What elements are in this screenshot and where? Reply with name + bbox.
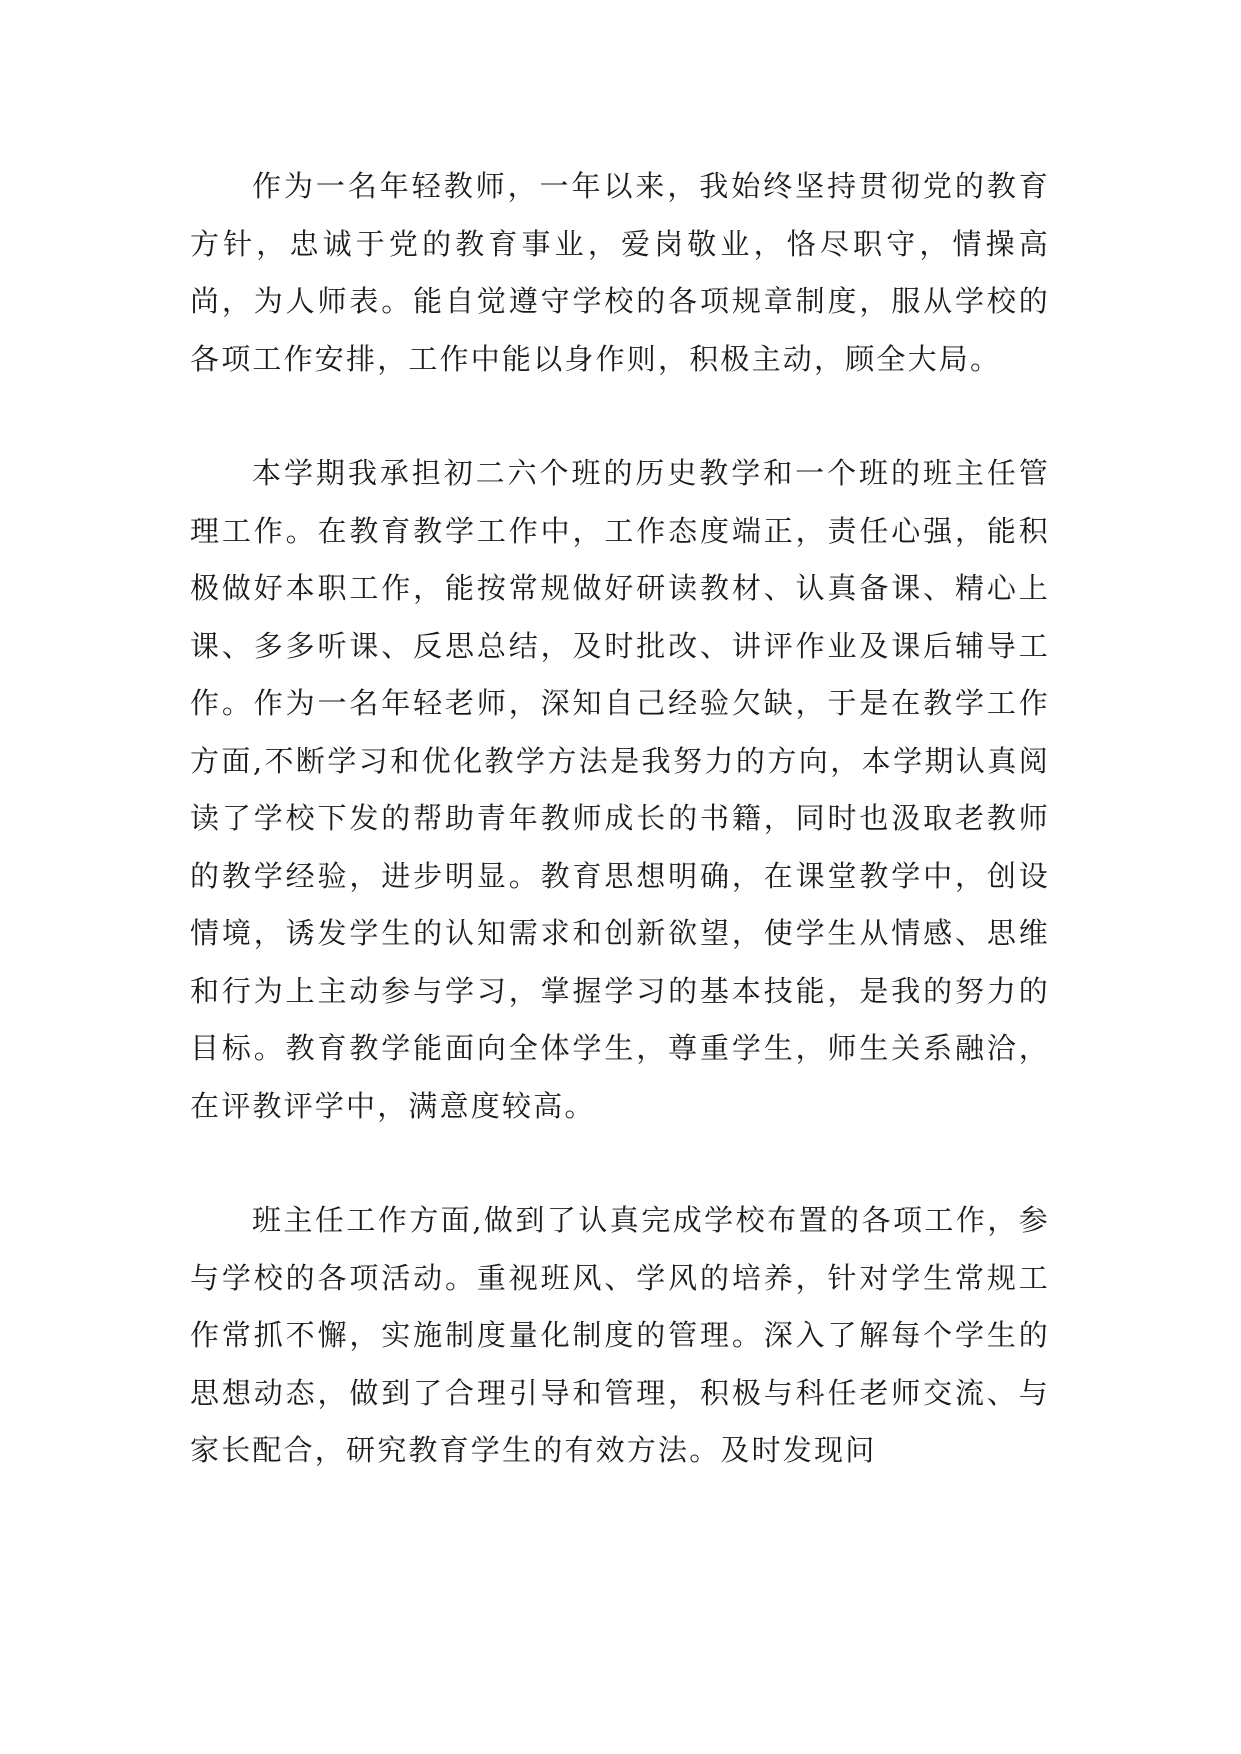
document-body xyxy=(190,158,1050,1480)
paragraph-work-attitude: 作为一名年轻教师，一年以来，我始终坚持贯彻党的教育方针，忠诚于党的教育事业，爱岗敬业，恪尽职守，情操高尚，为人师表。能自觉遵守学校的各项规章制度，服从学校的各项工作安排，工作中能以身作则，积极主动，顾全大局。 xyxy=(190,169,1050,376)
paragraph-teaching-work: 本学期我承担初二六个班的历史教学和一个班的班主任管理工作。在教育教学工作中，工作态度端正，责任心强，能积极做好本职工作，能按常规做好研读教材、认真备课、精心上课、多多听课、反思总结，及时批改、讲评作业及课后辅导工作。作为一名年轻老师，深知自己经验欠缺，于是在教学工作方面,不断学习和优化教学方法是我努力的方向，本学期认真阅读了学校下发的帮助青年教师成长的书籍，同时也汲取老教师的教学经验，进步明显。教育思想明确，在课堂教学中，创设情境，诱发学生的认知需求和创新欲望，使学生从情感、思维和行为上主动参与学习，掌握学习的基本技能，是我的努力的目标。教育教学能面向全体学生，尊重学生，师生关系融洽，在评教评学中，满意度较高。 xyxy=(190,456,1050,1123)
paragraph-class-teacher-work: 班主任工作方面,做到了认真完成学校布置的各项工作，参与学校的各项活动。重视班风、学风的培养，针对学生常规工作常抓不懈，实施制度量化制度的管理。深入了解每个学生的思想动态，做到了合理引导和管理，积极与科任老师交流、与家长配合，研究教育学生的有效方法。及时发现问 xyxy=(190,1203,1050,1467)
